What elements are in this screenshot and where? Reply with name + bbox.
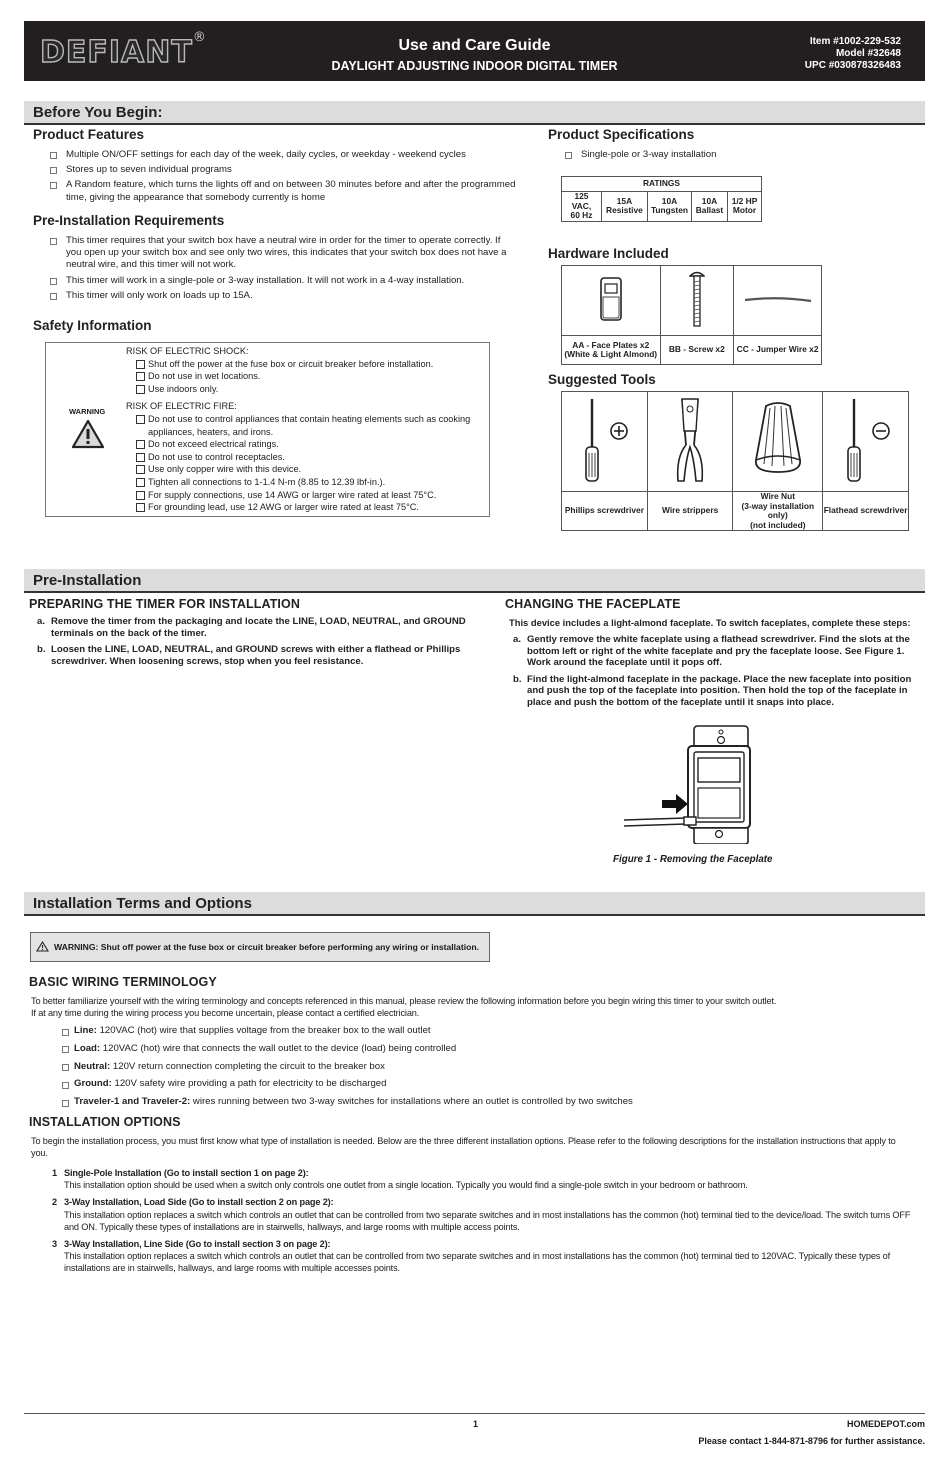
list-item: Shut off the power at the fuse box or circuit breaker before installation.	[126, 358, 486, 371]
list-item: This timer will work in a single-pole or 3-way installation. It will not work in a 4-way installation.	[50, 275, 515, 287]
list-item: A Random feature, which turns the lights off and on between 30 minutes before and after the programmed time, giving the appearance that somebody currently is home	[50, 179, 520, 203]
list-item: Use only copper wire with this device.	[126, 463, 486, 476]
tool-label: Phillips screwdriver	[562, 492, 648, 531]
warning-text: WARNING: Shut off power at the fuse box or circuit breaker before performing any wiring or installation.	[54, 942, 479, 952]
section-pre-installation	[24, 569, 925, 593]
section-installation-terms	[24, 892, 925, 916]
rating-cell: 10A Tungsten	[647, 192, 691, 222]
step-item: a. Gently remove the white faceplate using a flathead screwdriver. Find the slots at the bottom left or right of the white faceplate and pry the faceplate loose. See Figure 1. Work around the faceplate until it pops off.	[513, 634, 910, 669]
section-before-you-begin	[24, 101, 925, 125]
safety-information-heading: Safety Information	[33, 318, 152, 333]
rating-cell: 15A Resistive	[601, 192, 647, 222]
website-link[interactable]: HOMEDEPOT.com	[846, 1419, 925, 1429]
suggested-tools-heading: Suggested Tools	[548, 372, 656, 387]
list-item: Multiple ON/OFF settings for each day of the week, daily cycles, or weekday - weekend cycles	[50, 149, 520, 161]
installation-options-heading: INSTALLATION OPTIONS	[29, 1115, 181, 1129]
faceplate-intro: This device includes a light-almond faceplate. To switch faceplates, complete these steps:	[509, 617, 911, 628]
basic-wiring-terminology-heading: BASIC WIRING TERMINOLOGY	[29, 975, 217, 989]
hardware-included-heading: Hardware Included	[548, 246, 669, 261]
hardware-table	[561, 265, 822, 365]
safety-text	[126, 345, 486, 514]
document-title: Use and Care Guide	[398, 37, 551, 54]
safety-warning-box	[45, 342, 490, 517]
options-intro: To begin the installation process, you must first know what type of installation is needed. Below are the three different installation options. Please refer to the following descriptions for the installation instructions that apply to you.	[31, 1136, 896, 1158]
pre-installation-requirements-list	[50, 235, 515, 305]
step-item: b. Find the light-almond faceplate in the package. Place the new faceplate into position and push the top of the faceplate into position. Then hold the top of the faceplate in place and push the bottom of the faceplate until it snaps into place.	[513, 673, 912, 708]
phillips-screwdriver-icon	[562, 392, 648, 492]
warning-triangle-icon	[71, 419, 105, 454]
tool-label: Wire Nut (3-way installation only) (not included)	[733, 492, 823, 531]
rating-cell: 1/2 HP Motor	[727, 192, 761, 222]
wiring-warning-banner	[30, 932, 490, 962]
hardware-label: BB - Screw x2	[660, 336, 734, 365]
item-number: Item #1002-229-532	[809, 36, 901, 47]
upc-number: UPC #030878326483	[804, 60, 901, 71]
term-item: Traveler-1 and Traveler-2: wires running between two 3-way switches for installations where an outlet is controlled by two switches	[62, 1096, 922, 1108]
term-item: Load: 120VAC (hot) wire that connects the wall outlet to the device (load) being controlled	[62, 1043, 922, 1055]
fire-risk-heading: RISK OF ELECTRIC FIRE:	[126, 401, 237, 412]
terminology-list	[62, 1025, 922, 1114]
term-item: Neutral: 120V return connection completing the circuit to the breaker box	[62, 1061, 922, 1073]
tool-label: Wire strippers	[647, 492, 733, 531]
product-features-heading: Product Features	[33, 127, 145, 142]
faceplate-icon	[562, 266, 661, 336]
model-number: Model #32648	[835, 48, 901, 59]
option-item: 3 3-Way Installation, Line Side (Go to install section 3 on page 2): This installation option replaces a switch which controls an outlet that can be controlled from two separate switches and in most installations has the common (hot) terminal tied to 120VAC. Typically these types of installations are in stairwells, hallways, and large rooms with multiple accesses points.	[52, 1239, 891, 1274]
list-item: Use indoors only.	[126, 383, 486, 396]
option-item: 2 3-Way Installation, Load Side (Go to install section 2 on page 2): This installation option replaces a switch which controls an outlet that can be controlled from two separate switches and in most installations has the common (hot) terminal tied to the device/load. The switch turns OFF and ON. Typically these types of installations are in stairwells, hallways, and large rooms with multiple access points.	[52, 1197, 911, 1232]
footer-divider	[24, 1413, 925, 1414]
hardware-label: CC - Jumper Wire x2	[734, 336, 822, 365]
term-item: Ground: 120V safety wire providing a path for electricity to be discharged	[62, 1078, 922, 1090]
screw-icon	[660, 266, 734, 336]
rating-cell: 10A Ballast	[692, 192, 728, 222]
list-item: Do not use in wet locations.	[126, 370, 486, 383]
list-item: Single-pole or 3-way installation	[565, 149, 865, 161]
tool-label: Flathead screwdriver	[823, 492, 909, 531]
step-item: a. Remove the timer from the packaging and locate the LINE, LOAD, NEUTRAL, and GROUND terminals on the back of the timer.	[37, 616, 466, 639]
section-title: Installation Terms and Options	[33, 895, 252, 912]
product-name: DAYLIGHT ADJUSTING INDOOR DIGITAL TIMER	[331, 59, 618, 73]
changing-faceplate-heading: CHANGING THE FACEPLATE	[505, 597, 681, 611]
product-features-list	[50, 149, 520, 207]
list-item: Do not use to control receptacles.	[126, 451, 486, 464]
product-identifiers	[805, 36, 901, 72]
list-item: Stores up to seven individual programs	[50, 164, 520, 176]
preparing-steps	[37, 616, 477, 672]
flathead-screwdriver-icon	[823, 392, 909, 492]
product-specifications-heading: Product Specifications	[548, 127, 695, 142]
wire-strippers-icon	[647, 392, 733, 492]
section-title: Before You Begin:	[33, 104, 163, 121]
list-item: Do not use to control appliances that contain heating elements such as cooking appliances, heaters, and irons.	[126, 413, 486, 438]
header-banner	[24, 21, 925, 81]
page-number: 1	[473, 1419, 479, 1429]
contact-info: Please contact 1-844-871-8796 for further assistance.	[698, 1436, 925, 1446]
ratings-table	[561, 176, 762, 222]
jumper-wire-icon	[734, 266, 822, 336]
list-item: For grounding lead, use 12 AWG or larger wire rated at least 75°C.	[126, 501, 486, 514]
fire-risk-list	[126, 413, 486, 514]
installation-options-list	[52, 1167, 912, 1280]
section-title: Pre-Installation	[33, 572, 142, 589]
list-item: Do not exceed electrical ratings.	[126, 438, 486, 451]
ratings-header: RATINGS	[562, 177, 762, 192]
preparing-timer-heading: PREPARING THE TIMER FOR INSTALLATION	[29, 597, 300, 611]
list-item: For supply connections, use 14 AWG or larger wire rated at least 75°C.	[126, 489, 486, 502]
warning-label: WARNING	[69, 407, 106, 416]
list-item: This timer will only work on loads up to 15A.	[50, 290, 515, 302]
product-specifications-list	[565, 149, 865, 164]
list-item: Tighten all connections to 1-1.4 N-m (8.85 to 12.39 lbf-in.).	[126, 476, 486, 489]
shock-risk-list	[126, 358, 486, 396]
faceplate-removal-illustration	[622, 724, 762, 849]
rating-cell: 125 VAC, 60 Hz	[562, 192, 602, 222]
faceplate-steps	[513, 634, 918, 714]
list-item: This timer requires that your switch box have a neutral wire in order for the timer to operate correctly. If you open up your switch box and see only two wires, this indicates that your switch box does not have a neutral wire, and this timer will not work.	[50, 235, 515, 272]
pre-installation-requirements-heading: Pre-Installation Requirements	[33, 213, 225, 228]
term-item: Line: 120VAC (hot) wire that supplies voltage from the breaker box to the wall outlet	[62, 1025, 922, 1037]
option-item: 1 Single-Pole Installation (Go to install section 1 on page 2): This installation option should be used when a switch only controls one outlet from a single location. Typically you would find a single-pole switch in your bedroom or bathroom.	[52, 1168, 748, 1191]
terminology-intro: To better familiarize yourself with the wiring terminology and concepts referenced in this manual, please review the following information before you begin wiring this timer to your switch outlet. If at any time during the wiring process you become uncertain, please contact a certified electrician.	[31, 996, 777, 1018]
figure-caption: Figure 1 - Removing the Faceplate	[613, 854, 773, 865]
shock-risk-heading: RISK OF ELECTRIC SHOCK:	[126, 346, 249, 356]
brand-logo: DEFIANT®	[40, 30, 207, 70]
wire-nut-icon	[733, 392, 823, 492]
hardware-label: AA - Face Plates x2 (White & Light Almond)	[562, 336, 661, 365]
step-item: b. Loosen the LINE, LOAD, NEUTRAL, and GROUND screws with either a flathead or Phillips screwdriver. When loosening screws, stop when you feel resistance.	[37, 644, 461, 667]
tools-table	[561, 391, 909, 531]
warning-triangle-icon	[36, 941, 49, 952]
